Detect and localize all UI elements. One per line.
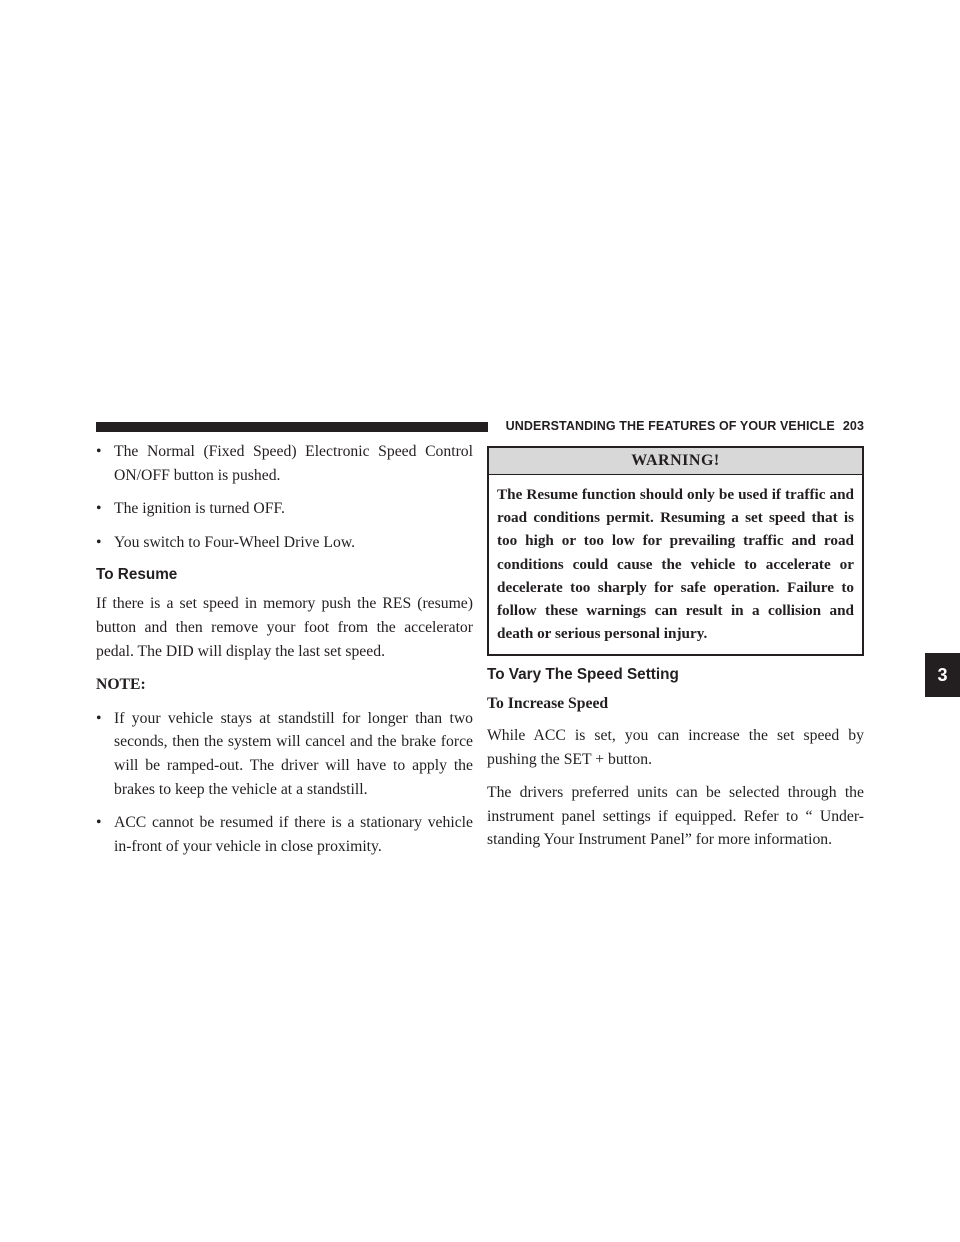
left-column <box>96 440 473 868</box>
bullet-icon: • <box>96 533 102 551</box>
note-label: NOTE: <box>96 676 146 694</box>
warning-body: The Resume function should only be used if traffic and road conditions permit. Resuming a set speed that is too high or too low for prevailing traffic and road conditions could cause the vehicle to accelerate or decelerate too sharply for safe operation. Failure to follow these warnings can result in a collision and death or serious personal injury. <box>497 486 854 643</box>
list-item: • The ignition is turned OFF. <box>96 497 473 521</box>
chapter-tab: 3 <box>925 653 960 697</box>
increase-speed-subheading: To Increase Speed <box>487 695 609 713</box>
section-title: UNDERSTANDING THE FEATURES OF YOUR VEHICLE <box>505 419 835 433</box>
list-item: • You switch to Four-Wheel Drive Low. <box>96 531 473 555</box>
resume-paragraph: If there is a set speed in memory push the RES (resume) button and then remove your foot from the accelerator pedal. The DID will display the last set speed. <box>96 595 473 660</box>
warning-title: WARNING! <box>489 448 862 475</box>
list-item: • If your vehicle stays at standstill for longer than two seconds, then the system will cancel and the brake force will be ramped-out. The driver will have to apply the brakes to keep the vehicle at a standstill. <box>96 707 473 801</box>
units-paragraph: The drivers preferred units can be selected through the instrument panel settings if equipped. Refer to “ Under-standing Your Instrument Panel” for more information. <box>487 784 864 849</box>
bullet-icon: • <box>96 443 102 460</box>
list-item: • The Normal (Fixed Speed) Electronic Speed Control ON/OFF button is pushed. <box>96 440 473 487</box>
resume-heading: To Resume <box>96 566 178 584</box>
bullet-icon: • <box>96 709 102 727</box>
right-column <box>487 446 864 852</box>
running-header <box>496 417 864 435</box>
note-list <box>96 707 473 859</box>
bullet-icon: • <box>96 500 102 518</box>
increase-speed-paragraph: While ACC is set, you can increase the set speed by pushing the SET + button. <box>487 727 864 768</box>
bullet-icon: • <box>96 814 102 832</box>
warning-box <box>487 446 864 656</box>
vary-speed-heading: To Vary The Speed Setting <box>487 666 679 684</box>
header-rule <box>96 422 488 432</box>
page-number: 203 <box>842 419 864 433</box>
list-item: • ACC cannot be resumed if there is a stationary vehicle in-front of your vehicle in close proximity. <box>96 811 473 858</box>
cancel-conditions-list <box>96 440 473 554</box>
